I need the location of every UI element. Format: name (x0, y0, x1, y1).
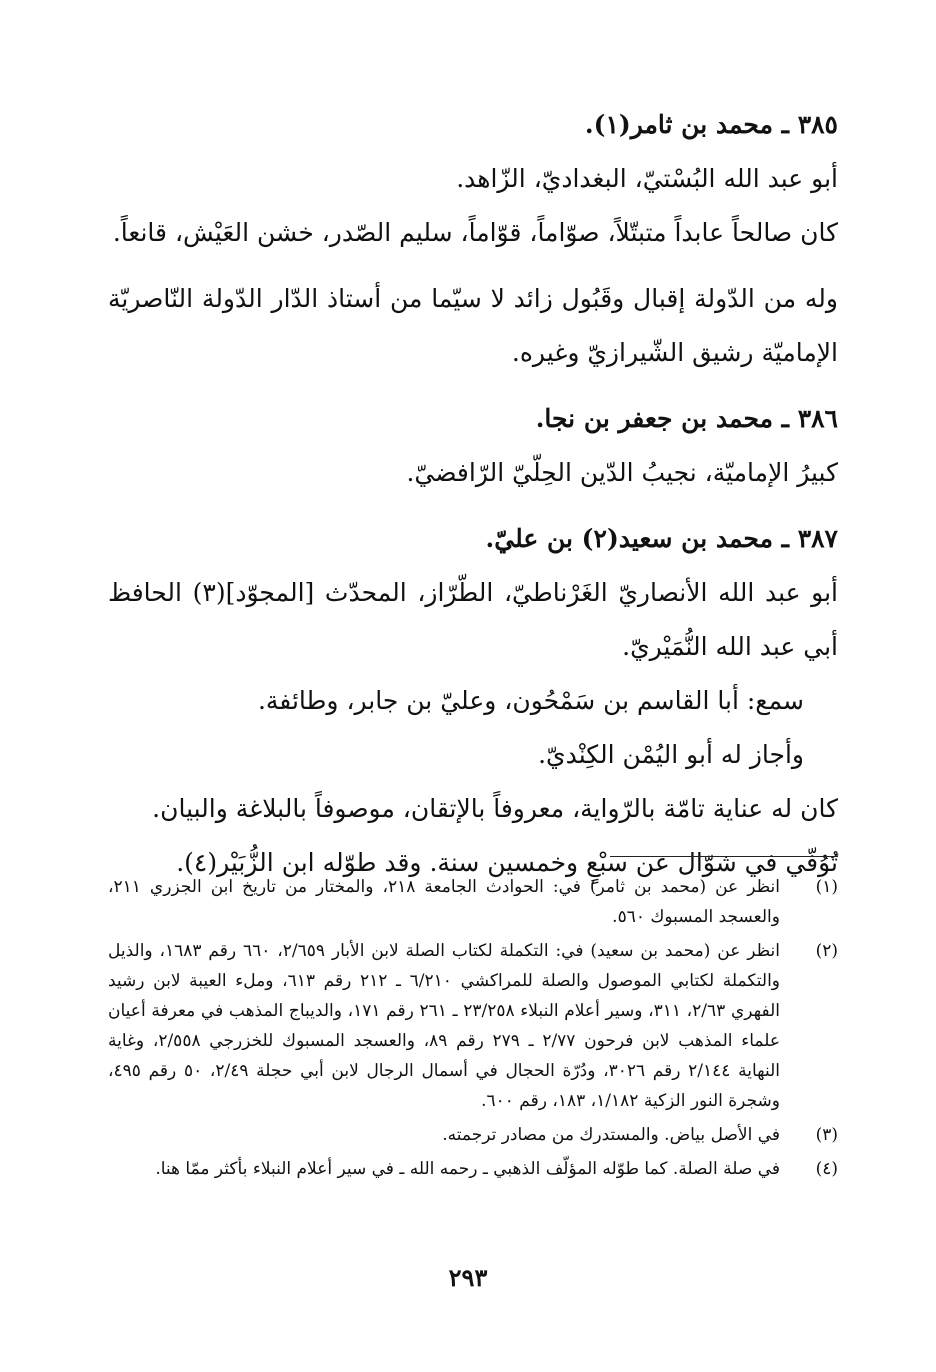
footnotes (108, 872, 838, 1188)
footnote-mark: (٣) (815, 1125, 838, 1145)
entry-387-line: أبو عبد الله الأنصاريّ الغَرْناطيّ، الطّرّاز، المحدّث [المجوّد](٣) الحافظ أبي عبد الله النُّمَيْريّ. (108, 578, 838, 661)
footnote-text: في الأصل بياض. والمستدرك من مصادر ترجمته. (442, 1125, 780, 1145)
entry-385-line: وله من الدّولة إقبال وقَبُول زائد لا سيّما من أستاذ الدّار الدّولة النّاصريّة الإماميّة رشيق الشّيرازيّ وغيره. (108, 284, 838, 367)
entry-heading-385: ٣٨٥ ـ محمد بن ثامر(١). (584, 110, 838, 139)
entry-385-line: كان صالحاً عابداً متبتّلاً، صوّاماً، قوّاماً، سليم الصّدر، خشن العَيْش، قانعاً. (112, 218, 838, 247)
footnote-text: في صلة الصلة. كما طوّله المؤلّف الذهبي ـ رحمه الله ـ في سير أعلام النبلاء بأكثر ممّا هنا. (155, 1159, 780, 1179)
footnote-text: انظر عن (محمد بن ثامر) في: الحوادث الجامعة ٢١٨، والمختار من تاريخ ابن الجزري ٢١١، والعسجد المسبوك ٥٦٠. (108, 877, 780, 927)
entry-385-line: أبو عبد الله البُسْتيّ، البغداديّ، الزّاهد. (456, 164, 838, 193)
footnote-4 (108, 1154, 838, 1184)
entry-387-line: كان له عناية تامّة بالرّواية، معروفاً بالإتقان، موصوفاً بالبلاغة والبيان. (152, 794, 838, 823)
entry-heading-386: ٣٨٦ ـ محمد بن جعفر بن نجا. (535, 404, 838, 433)
footnote-text: انظر عن (محمد بن سعيد) في: التكملة لكتاب الصلة لابن الأبار ٢/٦٥٩، ٦٦٠ رقم ١٦٨٣، والذيل والتكملة لكتابي الموصول والصلة للمراكشي ٦/٢١٠ ـ ٢١٢ رقم ٦١٣، وملء العيبة لابن رشيد الفهري ٢/٦٣، ٣١١، وسير أعلام النبلاء ٢٣/٢٥٨ ـ ٢٦١ رقم ١٧١، والديباج المذهب في معرفة أعيان علماء المذهب لابن فرحون ٢/٧٧ ـ ٢٧٩ رقم ٨٩، والعسجد المسبوك للخزرجي ٢/٥٥٨، وغاية النهاية ٢/١٤٤ رقم ٣٠٢٦، ودُرّة الحجال في أسمال الرجال لابن أبي حجلة ٢/٤٩، ٥٠ رقم ٤٩٥، وشجرة النور الزكية ١/١٨٢، ١٨٣، رقم ٦٠٠. (108, 941, 781, 1111)
entry-387-line: سمع: أبا القاسم بن سَمْحُون، وعليّ بن جابر، وطائفة. (257, 686, 804, 715)
footnote-1 (108, 872, 838, 932)
entry-387-line: وأجاز له أبو اليُمْن الكِنْديّ. (538, 740, 804, 769)
entry-386-line: كبيرُ الإماميّة، نجيبُ الدّين الحِلّيّ الرّافضيّ. (406, 458, 838, 487)
footnote-divider (610, 856, 838, 857)
footnote-mark: (٢) (815, 941, 838, 961)
page-number: ٢٩٣ (448, 1263, 488, 1292)
footnote-2 (108, 936, 838, 1116)
footnote-mark: (١) (815, 877, 838, 897)
main-text (108, 98, 838, 890)
footnote-3 (108, 1120, 838, 1150)
footnote-mark: (٤) (815, 1159, 838, 1179)
entry-heading-387: ٣٨٧ ـ محمد بن سعيد(٢) بن عليّ. (485, 524, 838, 553)
entry-387-line: تُوُفّي في شوّال عن سبْعٍ وخمسين سنة. وقد طوّله ابن الزُّبَيْر(٤). (176, 848, 838, 877)
